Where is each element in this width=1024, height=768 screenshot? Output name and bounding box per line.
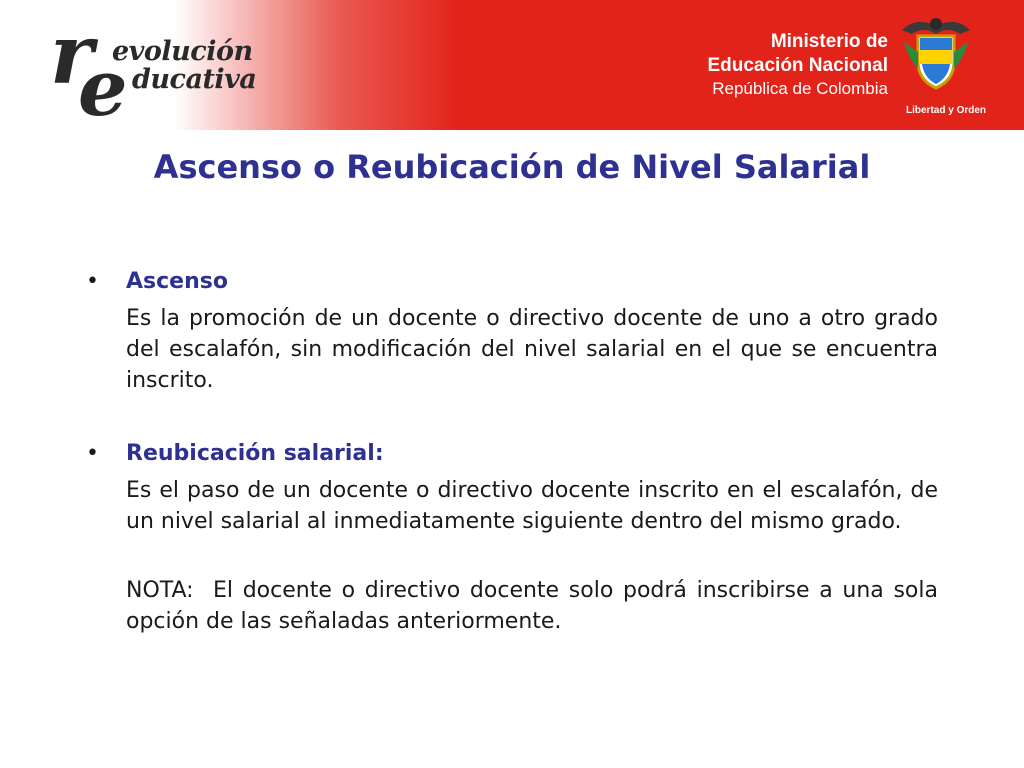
ascenso-text: Es la promoción de un docente o directivo docente de uno a otro grado del escalafón, sin modificación del nivel salarial en el que se encuentra inscrito. [126,306,938,393]
bullet-item-ascenso [86,266,938,396]
reubicacion-text: Es el paso de un docente o directivo docente inscrito en el escalafón, de un nivel salarial al inmediatamente siguiente dentro del mismo grado. [126,478,938,534]
slide-header [0,0,1024,134]
revolucion-educativa-logo [50,7,270,134]
crest-motto: Libertad y Orden [906,105,987,116]
slide-content [86,266,945,637]
ascenso-heading: Ascenso [126,269,228,294]
reubicacion-heading: Reubicación salarial: [126,441,384,466]
bullet-dot: • [86,269,99,294]
logo-r-letter: r [50,7,94,103]
ministry-name [707,30,888,100]
ministry-line-1: Ministerio de [770,31,888,52]
bullet-dot: • [86,441,99,466]
slide-title: Ascenso o Reubicación de Nivel Salarial [153,148,871,186]
logo-line-revolucion: evolución [112,36,253,67]
bullet-item-reubicacion [86,438,938,537]
ministry-line-3: República de Colombia [712,79,888,98]
logo-line-educativa: ducativa [132,64,257,95]
logo-e-letter: e [78,43,128,134]
nota-text: NOTA: El docente o directivo docente solo podrá inscribirse a una sola opción de las señaladas anteriormente. [126,578,945,634]
ministry-line-2: Educación Nacional [707,55,888,76]
colombia-coat-of-arms-icon [896,12,976,92]
